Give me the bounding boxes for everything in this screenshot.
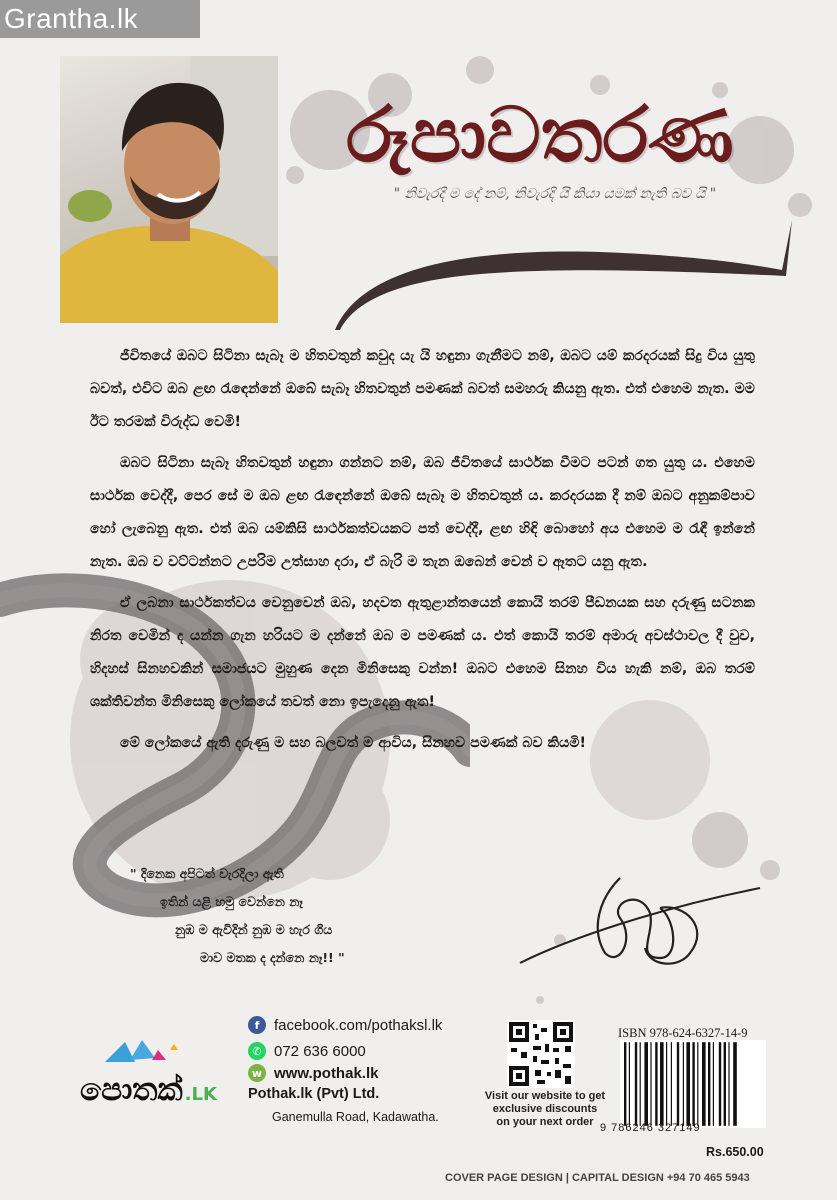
publisher-address: Ganemulla Road, Kadawatha.	[272, 1110, 439, 1124]
website-link[interactable]: www.pothak.lk	[274, 1064, 379, 1082]
publisher-logo-icon	[100, 1032, 190, 1072]
phone-contact[interactable]	[248, 1040, 366, 1062]
logo-suffix: .LK	[184, 1084, 217, 1105]
logo-text: පොතක්	[80, 1072, 183, 1108]
poem-line: " දිනෙක අපිටත් වැරදිලා ඇති	[130, 866, 284, 881]
blurb-paragraph: ජීවිතයේ ඔබට සිටිනා සැබෑ ම හිතවතුන් කවුද යැ යි හඳුනා ගැනීමට නම්, ඔබට යම් කරදරයක් සිදු විය යුතු බවත්, එවිට ඔබ ළඟ රැඳෙන්නේ ඔබේ සැබෑ හිතවතුන් පමණක් බවත් සමහරු කියනු ඇත. එත් එහෙම නැත. මම ඊට තරමක් විරුද්ධ වෙමි!	[90, 348, 755, 430]
design-credit: COVER PAGE DESIGN | CAPITAL DESIGN +94 70 465 5943	[445, 1172, 750, 1184]
signature	[510, 858, 770, 978]
publisher-logo	[80, 1072, 217, 1109]
website-contact[interactable]	[248, 1062, 378, 1084]
phone-number[interactable]: 072 636 6000	[274, 1042, 366, 1060]
author-photo	[60, 56, 278, 323]
book-title: රූපාවතරණ	[346, 90, 734, 179]
blurb-paragraph: මේ ලෝකයේ ඇති දරුණු ම සහ බලවත් ම ආවිය, සිනහව පමණක් බව කියමි!	[120, 735, 587, 751]
blurb-text	[90, 340, 755, 768]
qr-caption	[470, 1090, 620, 1129]
poem-line: මාව මතක ද දන්නෙ නෑ!! "	[200, 950, 345, 965]
facebook-link[interactable]: facebook.com/pothaksl.lk	[274, 1016, 443, 1034]
isbn: ISBN 978-624-6327-14-9	[618, 1026, 748, 1040]
qr-caption-line: exclusive discounts	[492, 1103, 598, 1115]
qr-caption-line: Visit our website to get	[484, 1090, 606, 1102]
facebook-icon: f	[248, 1016, 266, 1034]
barcode-digits: 9 786246 327149	[600, 1122, 701, 1134]
facebook-contact[interactable]	[248, 1014, 442, 1036]
site-watermark: Grantha.lk	[0, 0, 200, 38]
barcode	[620, 1040, 766, 1128]
qr-code[interactable]	[507, 1020, 575, 1088]
poem	[130, 860, 470, 972]
blurb-paragraph: ඔබට සිටිනා සැබෑ හිතවතුන් හඳුනා ගන්නට නම්, ඔබ ජීවිතයේ සාර්ථක වීමට පටන් ගත යුතු ය. එහෙම සාර්ථක වෙද්දී, පෙර සේ ම ඔබ ළඟ රැඳෙන්නේ ඔබේ සැබෑ ම හිතවතුන් ය. කරදරයක දී නම් ඔබට අනුකම්පාව හෝ ලැබෙනු ඇත. එත් ඔබ යම්කිසි සාර්ථකත්වයකට පත් වෙද්දී, ළඟ හිඳි බොහෝ අය එහෙම ම රැඳී ඉන්නේ නැත. ඔබ ව වට්ටන්නට උපරිම උත්සාහ දරා, ඒ බැරි ම තැන ඔබෙන් වෙන් ව ඈතට යනු ඇත.	[90, 455, 755, 570]
price: Rs.650.00	[706, 1145, 764, 1159]
blurb-paragraph: ඒ ලබනා සාර්ථකත්වය වෙනුවෙන් ඔබ, හදවත ඇතුළාන්තයෙන් කොයි තරම් පීඩනයක සහ දරුණු සටනක නිරත වෙමින් ද යන්න ගැන හරියට ම දන්නේ ඔබ ම පමණක් ය. එත් කොයි තරම් අමාරු අවස්ථාවල දී වුව, හිදහස් සිනහවකින් සමාජයට මුහුණ දෙන මිනිසෙකු වන්න! ඔබට එහෙම සිනහ විය හැකි නම්, ඔබ තරම් ශක්තිවන්ත මිනිසෙකු ලෝකයේ තවත් නො ඉපැදෙනු ඇත!	[90, 595, 755, 710]
qr-caption-line: on your next order	[496, 1116, 594, 1128]
publisher-name: Pothak.lk (Pvt) Ltd.	[248, 1086, 380, 1102]
whatsapp-icon: ✆	[248, 1042, 266, 1060]
poem-line: ඉතින් යළි හමු වෙන්නෙ නෑ	[160, 894, 303, 909]
book-tagline: " නිවැරදි ම දේ නම්, නිවැරදි යි කියා යමක් නැති බව යි "	[393, 186, 717, 202]
poem-line: නුඹ ම ඇවිදින් නුඹ ම හැර ගිය	[175, 922, 333, 937]
web-icon: w	[248, 1064, 266, 1082]
